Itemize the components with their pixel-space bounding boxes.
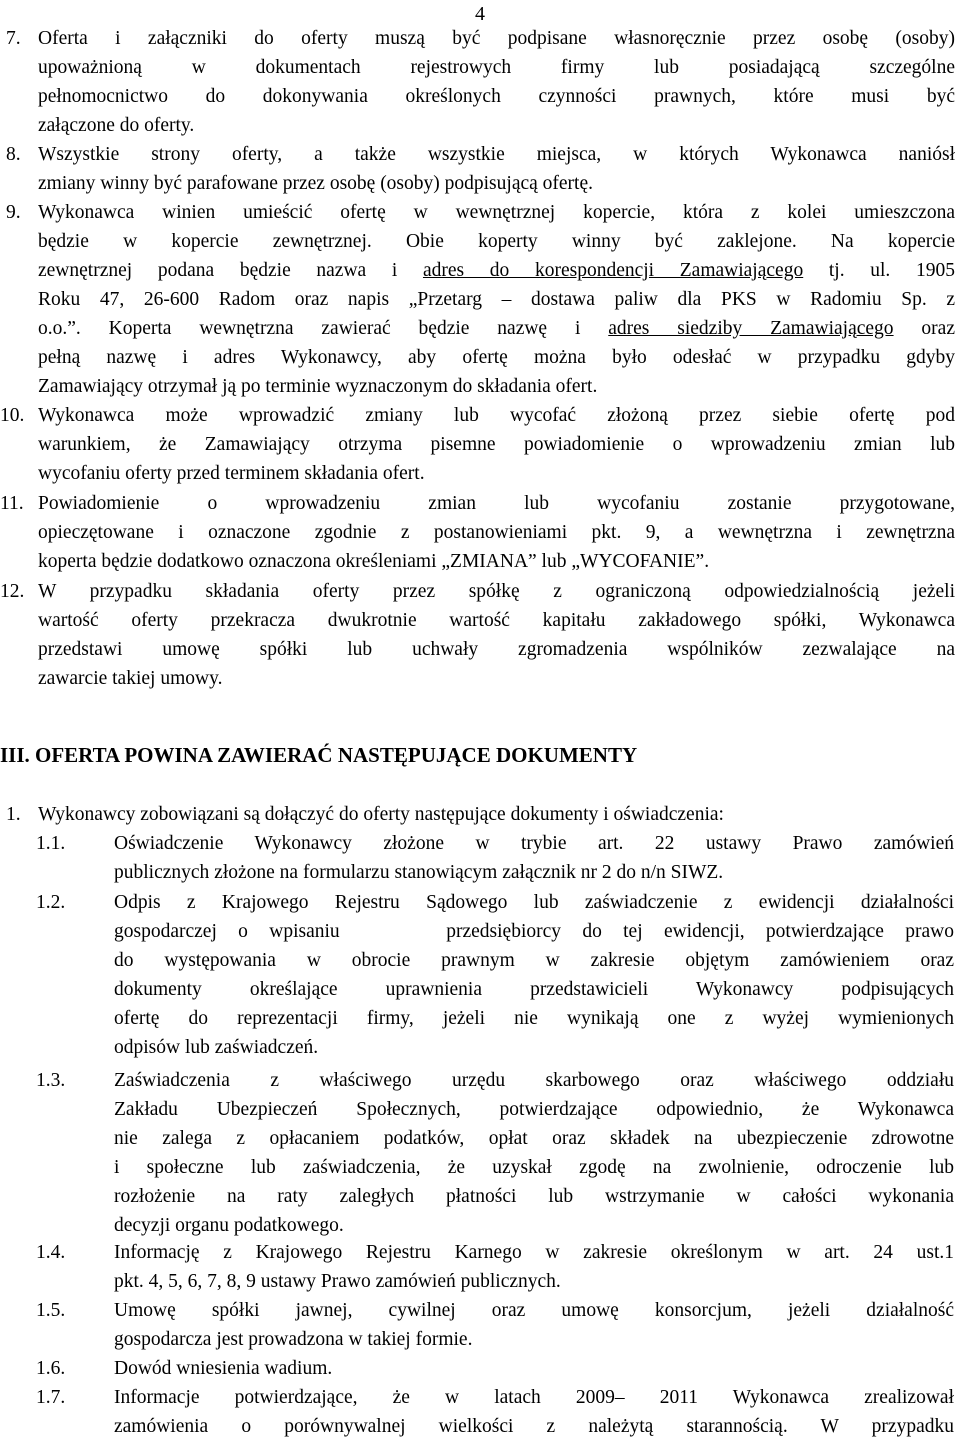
clause-line: Wszystkie strony oferty, a także wszystkie miejsca, w których Wykonawca naniósł [38, 144, 955, 165]
subitem-1-5 [36, 1296, 954, 1354]
clause-line: Oferta i załączniki do oferty muszą być podpisane własnoręcznie przez osobę (osoby) [38, 28, 955, 49]
clause-line: wycofaniu oferty przed terminem składania ofert. [38, 463, 425, 484]
clause-number: 7. [6, 28, 21, 49]
subitem-1-7 [36, 1383, 954, 1441]
subitem-line: do występowania w obrocie prawnym w zakresie objętym zamówieniem oraz [114, 950, 954, 971]
subitem-1-3 [36, 1066, 954, 1240]
clause-line: opieczętowane i oznaczone zgodnie z postanowieniami pkt. 9, a wewnętrzna i zewnętrzna [38, 522, 955, 543]
subitem-line: pkt. 4, 5, 6, 7, 8, 9 ustawy Prawo zamówień publicznych. [114, 1271, 561, 1292]
clause-line: pełnomocnictwo do dokonywania określonych czynności prawnych, które musi być [38, 86, 955, 107]
document-list-intro [6, 800, 955, 829]
subitem-number: 1.4. [36, 1242, 66, 1263]
subitem-number: 1.7. [36, 1387, 66, 1408]
text-run: o.o.”. Koperta wewnętrzna zawierać będzie nazwę i [38, 318, 609, 339]
clause-line: warunkiem, że Zamawiający otrzyma pisemne powiadomienie o wprowadzeniu zmian lub [38, 434, 955, 455]
clause-line: wartość oferty przekracza dwukrotnie wartość kapitału zakładowego spółki, Wykonawca [38, 610, 955, 631]
clause-line: Roku 47, 26-600 Radom oraz napis „Przetarg – dostawa paliw dla PKS w Radomiu Sp. z [38, 289, 955, 310]
subitem-line: rozłożenie na raty zaległych płatności lub wstrzymanie w całości wykonania [114, 1186, 954, 1207]
subitem-line: Informacje potwierdzające, że w latach 2009– 2011 Wykonawca zrealizował [114, 1387, 954, 1408]
subitem-number: 1.1. [36, 833, 66, 854]
clause-line: będzie w kopercie zewnętrznej. Obie koperty winny być zaklejone. Na kopercie [38, 231, 955, 252]
clause-line: Wykonawca winien umieścić ofertę w wewnętrznej kopercie, która z kolei umieszczona [38, 202, 955, 223]
subitem-line: Odpis z Krajowego Rejestru Sądowego lub zaświadczenie z ewidencji działalności [114, 892, 954, 913]
clause-line: Powiadomienie o wprowadzeniu zmian lub wycofaniu zostanie przygotowane, [38, 493, 955, 514]
clause-number: 12. [0, 581, 25, 602]
subitem-line: Umowę spółki jawnej, cywilnej oraz umowę konsorcjum, jeżeli działalność [114, 1300, 954, 1321]
clause-number: 8. [6, 144, 21, 165]
subitem-line: decyzji organu podatkowego. [114, 1215, 344, 1236]
text-run: tj. ul. 1905 [803, 260, 955, 281]
underlined-address: adres siedziby Zamawiającego [608, 318, 894, 339]
list-intro-text: Wykonawcy zobowiązani są dołączyć do oferty następujące dokumenty i oświadczenia: [38, 804, 724, 825]
subitem-1-2 [36, 888, 954, 1062]
clause-line: pełną nazwę i adres Wykonawcy, aby ofertę można było odesłać w przypadku gdyby [38, 347, 955, 368]
clause-7 [6, 24, 955, 140]
clause-12 [0, 577, 955, 693]
subitem-line: Informację z Krajowego Rejestru Karnego w zakresie określonym w art. 24 ust.1 [114, 1242, 954, 1263]
subitem-1-6 [36, 1354, 954, 1383]
subitem-number: 1.3. [36, 1070, 66, 1091]
subitem-line: Dowód wniesienia wadium. [114, 1358, 333, 1379]
clause-line: Wykonawca może wprowadzić zmiany lub wycofać złożoną przez siebie ofertę pod [38, 405, 955, 426]
subitem-line: i społeczne lub zaświadczenia, że uzyskał zgodę na zwolnienie, odroczenie lub [114, 1157, 954, 1178]
clause-10 [0, 401, 955, 488]
clause-line: zawarcie takiej umowy. [38, 668, 223, 689]
subitem-1-1 [36, 829, 954, 887]
underlined-address: adres do korespondencji Zamawiającego [422, 260, 804, 281]
clause-line: załączone do oferty. [38, 115, 195, 136]
subitem-1-4 [36, 1238, 954, 1296]
text-run: oraz [893, 318, 955, 339]
clause-line: W przypadku składania oferty przez spółkę z ograniczoną odpowiedzialnością jeżeli [38, 581, 955, 602]
subitem-line: ofertę do reprezentacji firmy, jeżeli nie wynikają one z wyżej wymienionych [114, 1008, 954, 1029]
clause-number: 9. [6, 202, 21, 223]
subitem-line: nie zalega z opłacaniem podatków, opłat oraz składek na ubezpieczenie zdrowotne [114, 1128, 954, 1149]
subitem-line: Zaświadczenia z właściwego urzędu skarbowego oraz właściwego oddziału [114, 1070, 954, 1091]
list-number: 1. [6, 804, 21, 825]
clause-9 [6, 198, 955, 401]
subitem-number: 1.6. [36, 1358, 66, 1379]
subitem-line: gospodarcza jest prowadzona w takiej formie. [114, 1329, 473, 1350]
clause-line: zmiany winny być parafowane przez osobę (osoby) podpisującą ofertę. [38, 173, 593, 194]
clause-line [38, 256, 955, 285]
subitem-number: 1.2. [36, 892, 66, 913]
clause-line: Zamawiający otrzymał ją po terminie wyznaczonym do składania ofert. [38, 376, 598, 397]
text-run: zewnętrznej podana będzie nazwa i [38, 260, 423, 281]
subitem-number: 1.5. [36, 1300, 66, 1321]
subitem-line: Zakładu Ubezpieczeń Społecznych, potwierdzające odpowiednio, że Wykonawca [114, 1099, 954, 1120]
subitem-line: Oświadczenie Wykonawcy złożone w trybie art. 22 ustawy Prawo zamówień [114, 833, 954, 854]
clause-line: upoważnioną w dokumentach rejestrowych firmy lub posiadającą szczególne [38, 57, 955, 78]
clause-number: 11. [0, 493, 24, 514]
clause-line [38, 314, 955, 343]
subitem-line: gospodarczej o wpisaniu przedsiębiorcy do tej ewidencji, potwierdzające prawo [114, 921, 954, 942]
clause-number: 10. [0, 405, 25, 426]
subitem-line: publicznych złożone na formularzu stanowiącym załącznik nr 2 do n/n SIWZ. [114, 862, 724, 883]
subitem-line: odpisów lub zaświadczeń. [114, 1037, 319, 1058]
section-heading: III. OFERTA POWINA ZAWIERAĆ NASTĘPUJĄCE DOKUMENTY [0, 743, 638, 767]
clause-8 [6, 140, 955, 198]
clause-11 [0, 489, 955, 576]
subitem-line: dokumenty określające uprawnienia przedstawicieli Wykonawcy podpisujących [114, 979, 954, 1000]
subitem-line: zamówienia o porównywalnej wielkości z należytą starannością. W przypadku [114, 1416, 954, 1437]
clause-line: koperta będzie dodatkowo oznaczona określeniami „ZMIANA” lub „WYCOFANIE”. [38, 551, 710, 572]
page-number: 4 [475, 3, 485, 25]
clause-line: przedstawi umowę spółki lub uchwały zgromadzenia wspólników zezwalające na [38, 639, 955, 660]
